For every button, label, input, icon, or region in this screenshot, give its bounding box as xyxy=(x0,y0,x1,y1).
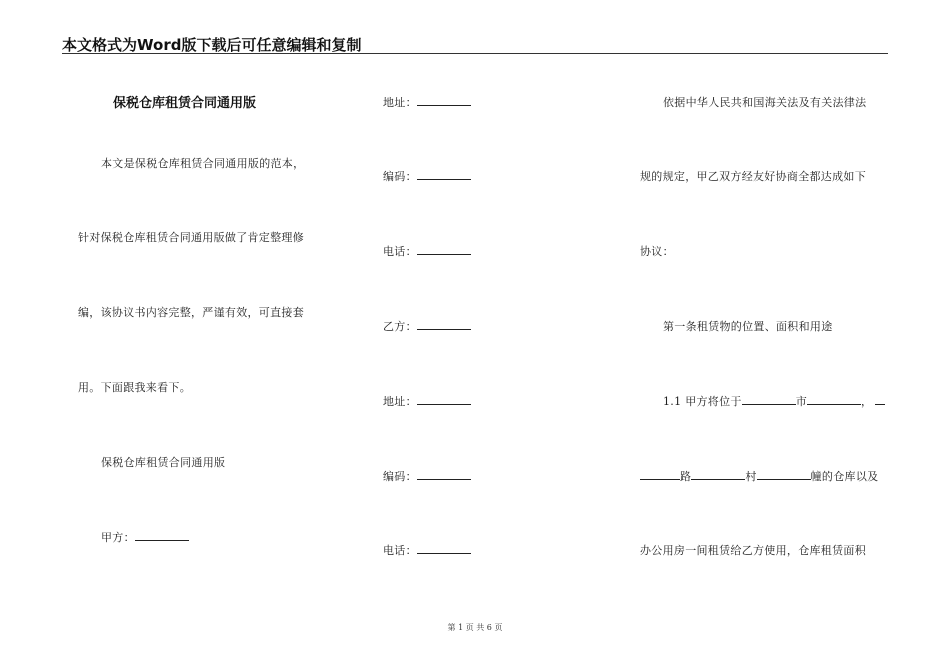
header-divider xyxy=(62,53,888,54)
address-label: 地址： xyxy=(383,96,417,109)
party-a-blank xyxy=(135,530,189,541)
village-blank xyxy=(691,469,745,480)
address2-field xyxy=(383,393,471,409)
road-blank xyxy=(640,469,680,480)
zip-field xyxy=(383,168,471,184)
paragraph-line: 规的规定，甲乙双方经友好协商全都达成如下 xyxy=(640,170,866,183)
page-footer: 第 1 页 共 6 页 xyxy=(447,623,503,632)
address-field xyxy=(383,94,471,110)
clause-line xyxy=(640,468,878,484)
zip2-label: 编码： xyxy=(383,470,417,483)
paragraph-line: 针对保税仓库租赁合同通用版做了肯定整理修 xyxy=(78,231,304,244)
clause-text: 市 xyxy=(795,395,808,408)
paragraph-line: 依据中华人民共和国海关法及有关法律法 xyxy=(663,96,867,109)
phone-label: 电话： xyxy=(383,245,417,258)
phone2-label: 电话： xyxy=(383,544,417,557)
party-a-field xyxy=(101,529,189,545)
clause-text: 村 xyxy=(745,470,757,483)
district-blank xyxy=(807,394,861,405)
phone2-blank xyxy=(417,543,471,554)
paragraph-line: 办公用房一间租赁给乙方使用，仓库租赁面积 xyxy=(640,544,866,557)
building-blank xyxy=(757,469,811,480)
paragraph-line: 编，该协议书内容完整，严谨有效，可直接套 xyxy=(78,306,304,319)
zip-label: 编码： xyxy=(383,170,417,183)
phone-blank xyxy=(417,244,471,255)
clause-line xyxy=(663,393,885,409)
clause-text: 1.1 甲方将位于 xyxy=(663,395,742,408)
paragraph-line: 用。下面跟我来看下。 xyxy=(78,381,191,394)
article-heading: 第一条租赁物的位置、面积和用途 xyxy=(663,320,833,333)
address2-label: 地址： xyxy=(383,395,417,408)
zip2-field xyxy=(383,468,471,484)
document-header-title: 本文格式为Word版下载后可任意编辑和复制 xyxy=(62,36,362,54)
party-a-label: 甲方： xyxy=(101,531,135,544)
address2-blank xyxy=(417,394,471,405)
party-b-field xyxy=(383,318,471,334)
party-b-label: 乙方： xyxy=(383,320,417,333)
continuation-blank xyxy=(875,394,885,405)
clause-text: 幢的仓库以及 xyxy=(810,470,879,483)
paragraph-line: 协议： xyxy=(640,245,674,258)
section-heading: 保税仓库租赁合同通用版 xyxy=(101,456,226,469)
address-blank xyxy=(417,95,471,106)
paragraph-line: 本文是保税仓库租赁合同通用版的范本， xyxy=(101,157,305,170)
zip2-blank xyxy=(417,469,471,480)
party-b-blank xyxy=(417,319,471,330)
document-title: 保税仓库租赁合同通用版 xyxy=(113,96,257,111)
zip-blank xyxy=(417,169,471,180)
clause-text: ， xyxy=(861,395,873,408)
clause-text: 路 xyxy=(680,470,692,483)
city-blank xyxy=(742,394,796,405)
phone-field xyxy=(383,243,471,259)
phone2-field xyxy=(383,542,471,558)
